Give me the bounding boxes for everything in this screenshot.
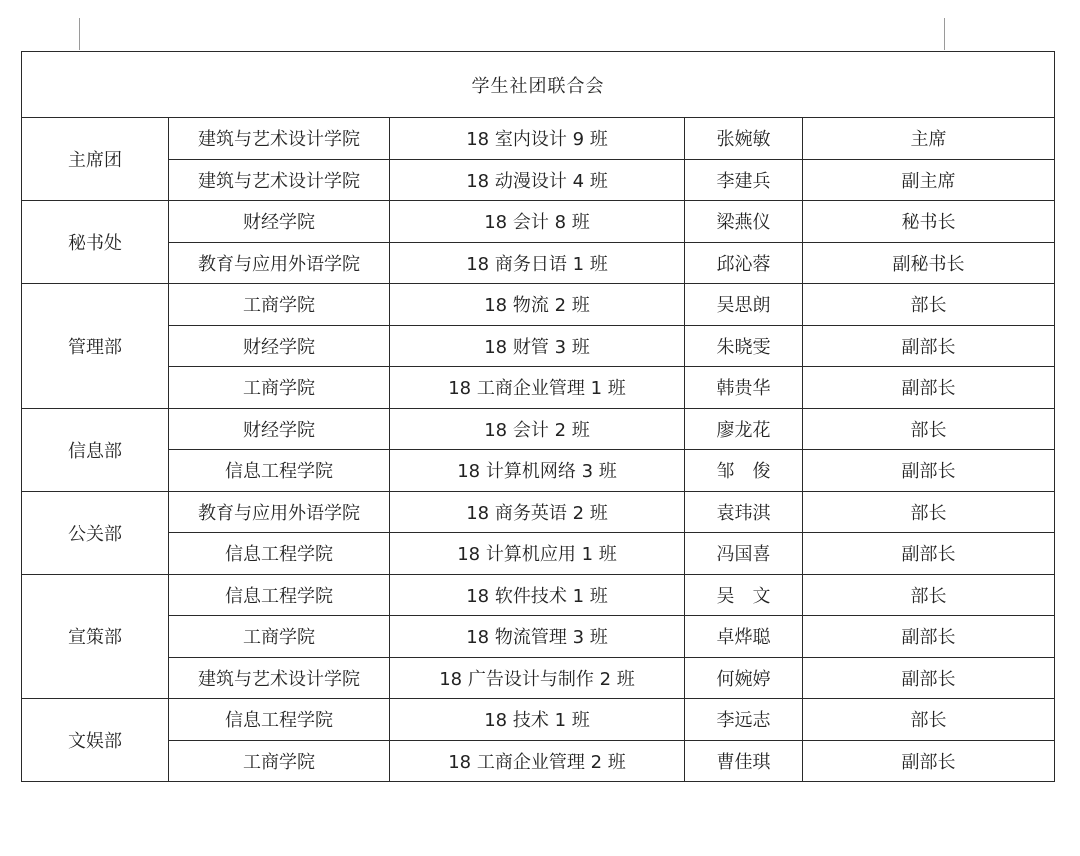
crop-mark-left xyxy=(79,18,80,50)
position-cell: 副部长 xyxy=(803,325,1055,367)
department-cell: 主席团 xyxy=(22,118,169,201)
table-row xyxy=(22,450,1055,492)
department-cell: 文娱部 xyxy=(22,699,169,782)
class-cell: 18 商务日语 1 班 xyxy=(390,242,685,284)
table-row xyxy=(22,367,1055,409)
position-cell: 副秘书长 xyxy=(803,242,1055,284)
table-row xyxy=(22,159,1055,201)
college-cell: 财经学院 xyxy=(169,201,390,243)
name-cell: 邹 俊 xyxy=(685,450,803,492)
crop-mark-right xyxy=(944,18,945,50)
name-cell: 吴 文 xyxy=(685,574,803,616)
class-cell: 18 物流管理 3 班 xyxy=(390,616,685,658)
class-cell: 18 广告设计与制作 2 班 xyxy=(390,657,685,699)
table-row xyxy=(22,491,1055,533)
college-cell: 信息工程学院 xyxy=(169,533,390,575)
class-cell: 18 室内设计 9 班 xyxy=(390,118,685,160)
name-cell: 邱沁蓉 xyxy=(685,242,803,284)
college-cell: 信息工程学院 xyxy=(169,574,390,616)
department-cell: 宣策部 xyxy=(22,574,169,699)
position-cell: 副部长 xyxy=(803,367,1055,409)
name-cell: 李建兵 xyxy=(685,159,803,201)
table-row xyxy=(22,574,1055,616)
class-cell: 18 财管 3 班 xyxy=(390,325,685,367)
department-cell: 秘书处 xyxy=(22,201,169,284)
class-cell: 18 物流 2 班 xyxy=(390,284,685,326)
table-row xyxy=(22,242,1055,284)
table-row xyxy=(22,740,1055,782)
class-cell: 18 动漫设计 4 班 xyxy=(390,159,685,201)
table-row xyxy=(22,118,1055,160)
position-cell: 秘书长 xyxy=(803,201,1055,243)
class-cell: 18 计算机网络 3 班 xyxy=(390,450,685,492)
college-cell: 建筑与艺术设计学院 xyxy=(169,118,390,160)
college-cell: 财经学院 xyxy=(169,408,390,450)
name-cell: 何婉婷 xyxy=(685,657,803,699)
table-row xyxy=(22,408,1055,450)
college-cell: 工商学院 xyxy=(169,367,390,409)
college-cell: 财经学院 xyxy=(169,325,390,367)
position-cell: 副部长 xyxy=(803,533,1055,575)
college-cell: 建筑与艺术设计学院 xyxy=(169,657,390,699)
table-row xyxy=(22,325,1055,367)
class-cell: 18 软件技术 1 班 xyxy=(390,574,685,616)
table-title: 学生社团联合会 xyxy=(22,52,1055,118)
position-cell: 部长 xyxy=(803,408,1055,450)
class-cell: 18 商务英语 2 班 xyxy=(390,491,685,533)
college-cell: 工商学院 xyxy=(169,740,390,782)
position-cell: 副部长 xyxy=(803,657,1055,699)
name-cell: 梁燕仪 xyxy=(685,201,803,243)
name-cell: 韩贵华 xyxy=(685,367,803,409)
name-cell: 曹佳琪 xyxy=(685,740,803,782)
college-cell: 信息工程学院 xyxy=(169,450,390,492)
table-row xyxy=(22,533,1055,575)
position-cell: 主席 xyxy=(803,118,1055,160)
name-cell: 卓烨聪 xyxy=(685,616,803,658)
table-row xyxy=(22,284,1055,326)
position-cell: 部长 xyxy=(803,284,1055,326)
position-cell: 副部长 xyxy=(803,616,1055,658)
table-row xyxy=(22,657,1055,699)
class-cell: 18 工商企业管理 1 班 xyxy=(390,367,685,409)
position-cell: 部长 xyxy=(803,574,1055,616)
class-cell: 18 技术 1 班 xyxy=(390,699,685,741)
name-cell: 张婉敏 xyxy=(685,118,803,160)
name-cell: 吴思朗 xyxy=(685,284,803,326)
table-row xyxy=(22,616,1055,658)
department-cell: 信息部 xyxy=(22,408,169,491)
name-cell: 廖龙花 xyxy=(685,408,803,450)
college-cell: 教育与应用外语学院 xyxy=(169,242,390,284)
department-cell: 管理部 xyxy=(22,284,169,409)
position-cell: 副部长 xyxy=(803,450,1055,492)
college-cell: 信息工程学院 xyxy=(169,699,390,741)
name-cell: 袁玮淇 xyxy=(685,491,803,533)
position-cell: 副部长 xyxy=(803,740,1055,782)
position-cell: 部长 xyxy=(803,699,1055,741)
name-cell: 冯国喜 xyxy=(685,533,803,575)
college-cell: 工商学院 xyxy=(169,284,390,326)
department-cell: 公关部 xyxy=(22,491,169,574)
college-cell: 工商学院 xyxy=(169,616,390,658)
college-cell: 建筑与艺术设计学院 xyxy=(169,159,390,201)
name-cell: 朱晓雯 xyxy=(685,325,803,367)
position-cell: 副主席 xyxy=(803,159,1055,201)
class-cell: 18 会计 8 班 xyxy=(390,201,685,243)
class-cell: 18 计算机应用 1 班 xyxy=(390,533,685,575)
college-cell: 教育与应用外语学院 xyxy=(169,491,390,533)
table-row xyxy=(22,699,1055,741)
roster-table xyxy=(21,51,1055,782)
class-cell: 18 会计 2 班 xyxy=(390,408,685,450)
table-row xyxy=(22,201,1055,243)
position-cell: 部长 xyxy=(803,491,1055,533)
class-cell: 18 工商企业管理 2 班 xyxy=(390,740,685,782)
name-cell: 李远志 xyxy=(685,699,803,741)
